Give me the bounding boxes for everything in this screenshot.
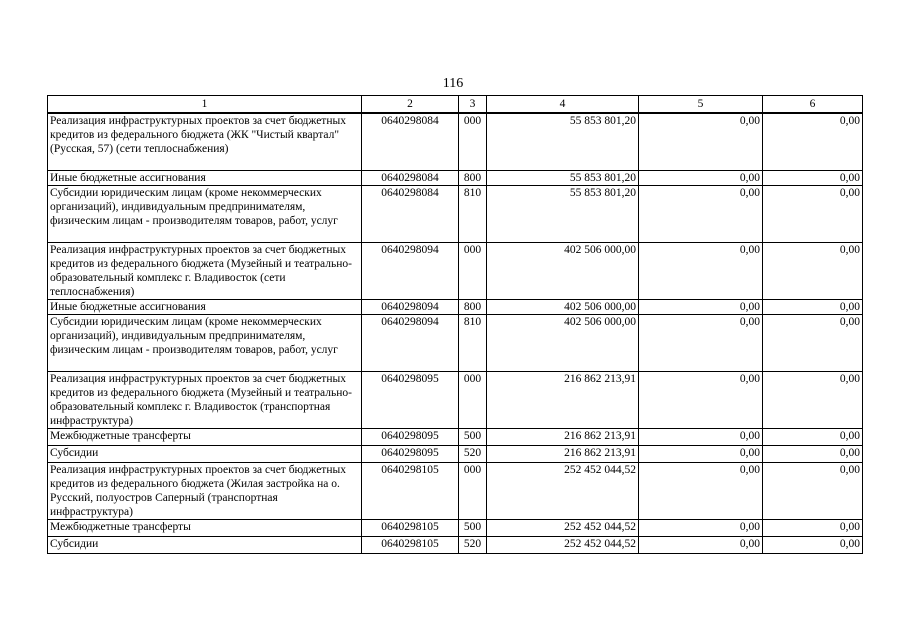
row-amount-col6: 0,00 bbox=[763, 429, 863, 446]
row-amount-col4: 402 506 000,00 bbox=[487, 315, 639, 372]
row-amount-col5: 0,00 bbox=[639, 446, 763, 463]
table-row bbox=[48, 520, 863, 537]
row-code: 0640298084 bbox=[362, 113, 459, 171]
row-amount-col5: 0,00 bbox=[639, 315, 763, 372]
row-expense-type: 000 bbox=[459, 243, 487, 300]
table-row bbox=[48, 446, 863, 463]
row-amount-col6: 0,00 bbox=[763, 315, 863, 372]
row-amount-col4: 216 862 213,91 bbox=[487, 429, 639, 446]
row-amount-col5: 0,00 bbox=[639, 300, 763, 315]
row-expense-type: 500 bbox=[459, 429, 487, 446]
page-number: 116 bbox=[442, 76, 464, 91]
row-amount-col5: 0,00 bbox=[639, 429, 763, 446]
column-header: 2 bbox=[362, 96, 459, 114]
table-row bbox=[48, 300, 863, 315]
row-code: 0640298095 bbox=[362, 429, 459, 446]
column-header: 6 bbox=[763, 96, 863, 114]
row-name: Межбюджетные трансферты bbox=[48, 520, 362, 537]
row-amount-col5: 0,00 bbox=[639, 171, 763, 186]
row-amount-col4: 55 853 801,20 bbox=[487, 186, 639, 243]
table-header-row bbox=[48, 96, 863, 114]
row-name: Субсидии bbox=[48, 446, 362, 463]
row-amount-col4: 402 506 000,00 bbox=[487, 300, 639, 315]
row-code: 0640298084 bbox=[362, 171, 459, 186]
row-amount-col5: 0,00 bbox=[639, 520, 763, 537]
row-expense-type: 800 bbox=[459, 171, 487, 186]
row-code: 0640298094 bbox=[362, 315, 459, 372]
row-amount-col6: 0,00 bbox=[763, 446, 863, 463]
table-row bbox=[48, 315, 863, 372]
table-row bbox=[48, 372, 863, 429]
row-name: Субсидии юридическим лицам (кроме некоммерческих организаций), индивидуальным предпринимателям, физическим лицам - производителям товаров, работ, услуг bbox=[48, 315, 362, 372]
row-code: 0640298105 bbox=[362, 537, 459, 554]
row-name: Иные бюджетные ассигнования bbox=[48, 300, 362, 315]
row-name: Иные бюджетные ассигнования bbox=[48, 171, 362, 186]
row-code: 0640298095 bbox=[362, 372, 459, 429]
table-row bbox=[48, 186, 863, 243]
row-amount-col6: 0,00 bbox=[763, 186, 863, 243]
row-code: 0640298095 bbox=[362, 446, 459, 463]
row-expense-type: 520 bbox=[459, 446, 487, 463]
row-amount-col4: 216 862 213,91 bbox=[487, 446, 639, 463]
row-name: Реализация инфраструктурных проектов за счет бюджетных кредитов из федерального бюджета (Жилая застройка на о. Русский, полуостров Саперный (транспортная инфраструктура) bbox=[48, 463, 362, 520]
row-amount-col4: 402 506 000,00 bbox=[487, 243, 639, 300]
row-expense-type: 800 bbox=[459, 300, 487, 315]
row-amount-col6: 0,00 bbox=[763, 537, 863, 554]
row-code: 0640298105 bbox=[362, 520, 459, 537]
row-expense-type: 810 bbox=[459, 186, 487, 243]
row-name: Субсидии юридическим лицам (кроме некоммерческих организаций), индивидуальным предпринимателям, физическим лицам - производителям товаров, работ, услуг bbox=[48, 186, 362, 243]
row-amount-col6: 0,00 bbox=[763, 520, 863, 537]
row-name: Реализация инфраструктурных проектов за счет бюджетных кредитов из федерального бюджета (Музейный и театрально-образовательный комплекс г. Владивосток (транспортная инфраструктура) bbox=[48, 372, 362, 429]
table-row bbox=[48, 429, 863, 446]
row-amount-col5: 0,00 bbox=[639, 113, 763, 171]
row-amount-col5: 0,00 bbox=[639, 372, 763, 429]
row-name: Межбюджетные трансферты bbox=[48, 429, 362, 446]
row-code: 0640298105 bbox=[362, 463, 459, 520]
row-amount-col6: 0,00 bbox=[763, 243, 863, 300]
row-expense-type: 000 bbox=[459, 372, 487, 429]
row-amount-col4: 55 853 801,20 bbox=[487, 171, 639, 186]
row-expense-type: 520 bbox=[459, 537, 487, 554]
row-name: Реализация инфраструктурных проектов за счет бюджетных кредитов из федерального бюджета (ЖК "Чистый квартал" (Русская, 57) (сети теплоснабжения) bbox=[48, 113, 362, 171]
column-header: 1 bbox=[48, 96, 362, 114]
table-row bbox=[48, 243, 863, 300]
row-amount-col6: 0,00 bbox=[763, 171, 863, 186]
row-name: Реализация инфраструктурных проектов за счет бюджетных кредитов из федерального бюджета (Музейный и театрально-образовательный комплекс г. Владивосток (сети теплоснабжения) bbox=[48, 243, 362, 300]
row-amount-col4: 55 853 801,20 bbox=[487, 113, 639, 171]
row-amount-col5: 0,00 bbox=[639, 186, 763, 243]
row-name: Субсидии bbox=[48, 537, 362, 554]
row-amount-col4: 252 452 044,52 bbox=[487, 520, 639, 537]
row-amount-col6: 0,00 bbox=[763, 113, 863, 171]
row-amount-col4: 216 862 213,91 bbox=[487, 372, 639, 429]
row-amount-col6: 0,00 bbox=[763, 463, 863, 520]
row-amount-col4: 252 452 044,52 bbox=[487, 463, 639, 520]
row-expense-type: 000 bbox=[459, 113, 487, 171]
row-amount-col4: 252 452 044,52 bbox=[487, 537, 639, 554]
row-amount-col6: 0,00 bbox=[763, 300, 863, 315]
table-row bbox=[48, 537, 863, 554]
row-code: 0640298094 bbox=[362, 243, 459, 300]
row-amount-col5: 0,00 bbox=[639, 537, 763, 554]
row-expense-type: 000 bbox=[459, 463, 487, 520]
column-header: 3 bbox=[459, 96, 487, 114]
row-amount-col5: 0,00 bbox=[639, 463, 763, 520]
row-expense-type: 500 bbox=[459, 520, 487, 537]
row-code: 0640298094 bbox=[362, 300, 459, 315]
column-header: 5 bbox=[639, 96, 763, 114]
table-row bbox=[48, 113, 863, 171]
row-amount-col5: 0,00 bbox=[639, 243, 763, 300]
row-amount-col6: 0,00 bbox=[763, 372, 863, 429]
budget-table bbox=[47, 95, 863, 554]
column-header: 4 bbox=[487, 96, 639, 114]
row-expense-type: 810 bbox=[459, 315, 487, 372]
table-row bbox=[48, 463, 863, 520]
row-code: 0640298084 bbox=[362, 186, 459, 243]
table-row bbox=[48, 171, 863, 186]
